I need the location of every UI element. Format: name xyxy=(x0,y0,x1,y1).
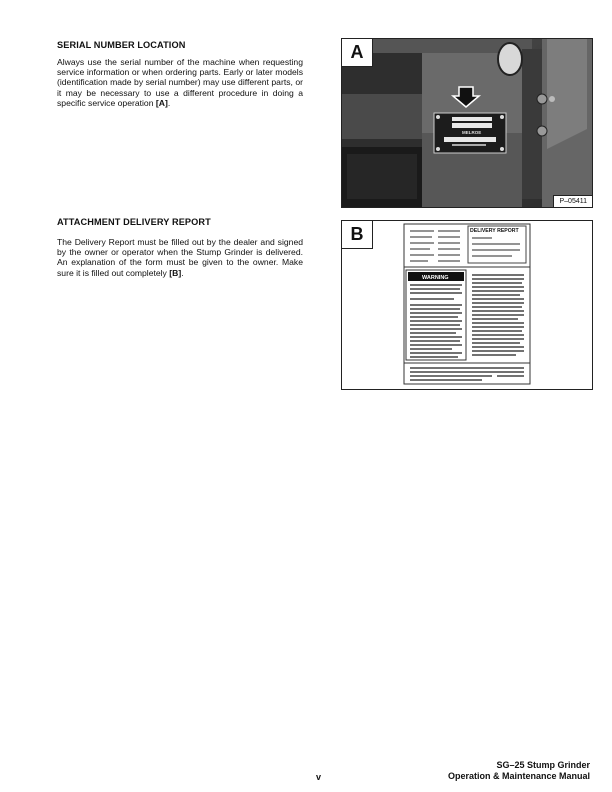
delivery-report-title: DELIVERY REPORT xyxy=(470,228,519,234)
footer-title-line1: SG–25 Stump Grinder xyxy=(496,760,590,770)
plate-brand-text: MELROE xyxy=(462,130,482,135)
serial-plate-photo xyxy=(342,39,592,207)
delivery-report-heading: ATTACHMENT DELIVERY REPORT xyxy=(57,217,211,227)
page-number: v xyxy=(316,772,322,782)
delivery-report-paragraph: The Delivery Report must be filled out by the dealer and signed by the owner or operator when the Stump Grinder is delivered. An explanation of the form must be given to the owner. Make sure it is filled out completely [B]. xyxy=(57,237,303,278)
footer-title-line2: Operation & Maintenance Manual xyxy=(447,771,590,781)
figure-b-reference: [B] xyxy=(169,267,182,278)
figure-a xyxy=(341,38,593,208)
figure-b-letter: B xyxy=(342,221,373,249)
photo-id-label: P–05411 xyxy=(553,195,592,207)
serial-number-paragraph: Always use the serial number of the machine when requesting service information or when ordering parts. Early or later models (identification made by serial number) may use different parts, or it may be necessary to use a different procedure in doing a specific service operation [A]. xyxy=(57,57,303,108)
figure-b xyxy=(341,220,593,390)
figure-a-letter: A xyxy=(342,39,373,67)
figure-a-reference: [A] xyxy=(155,97,168,108)
warning-label: WARNING xyxy=(422,275,449,281)
serial-number-heading: SERIAL NUMBER LOCATION xyxy=(57,40,186,50)
delivery-report-illustration xyxy=(342,221,592,389)
